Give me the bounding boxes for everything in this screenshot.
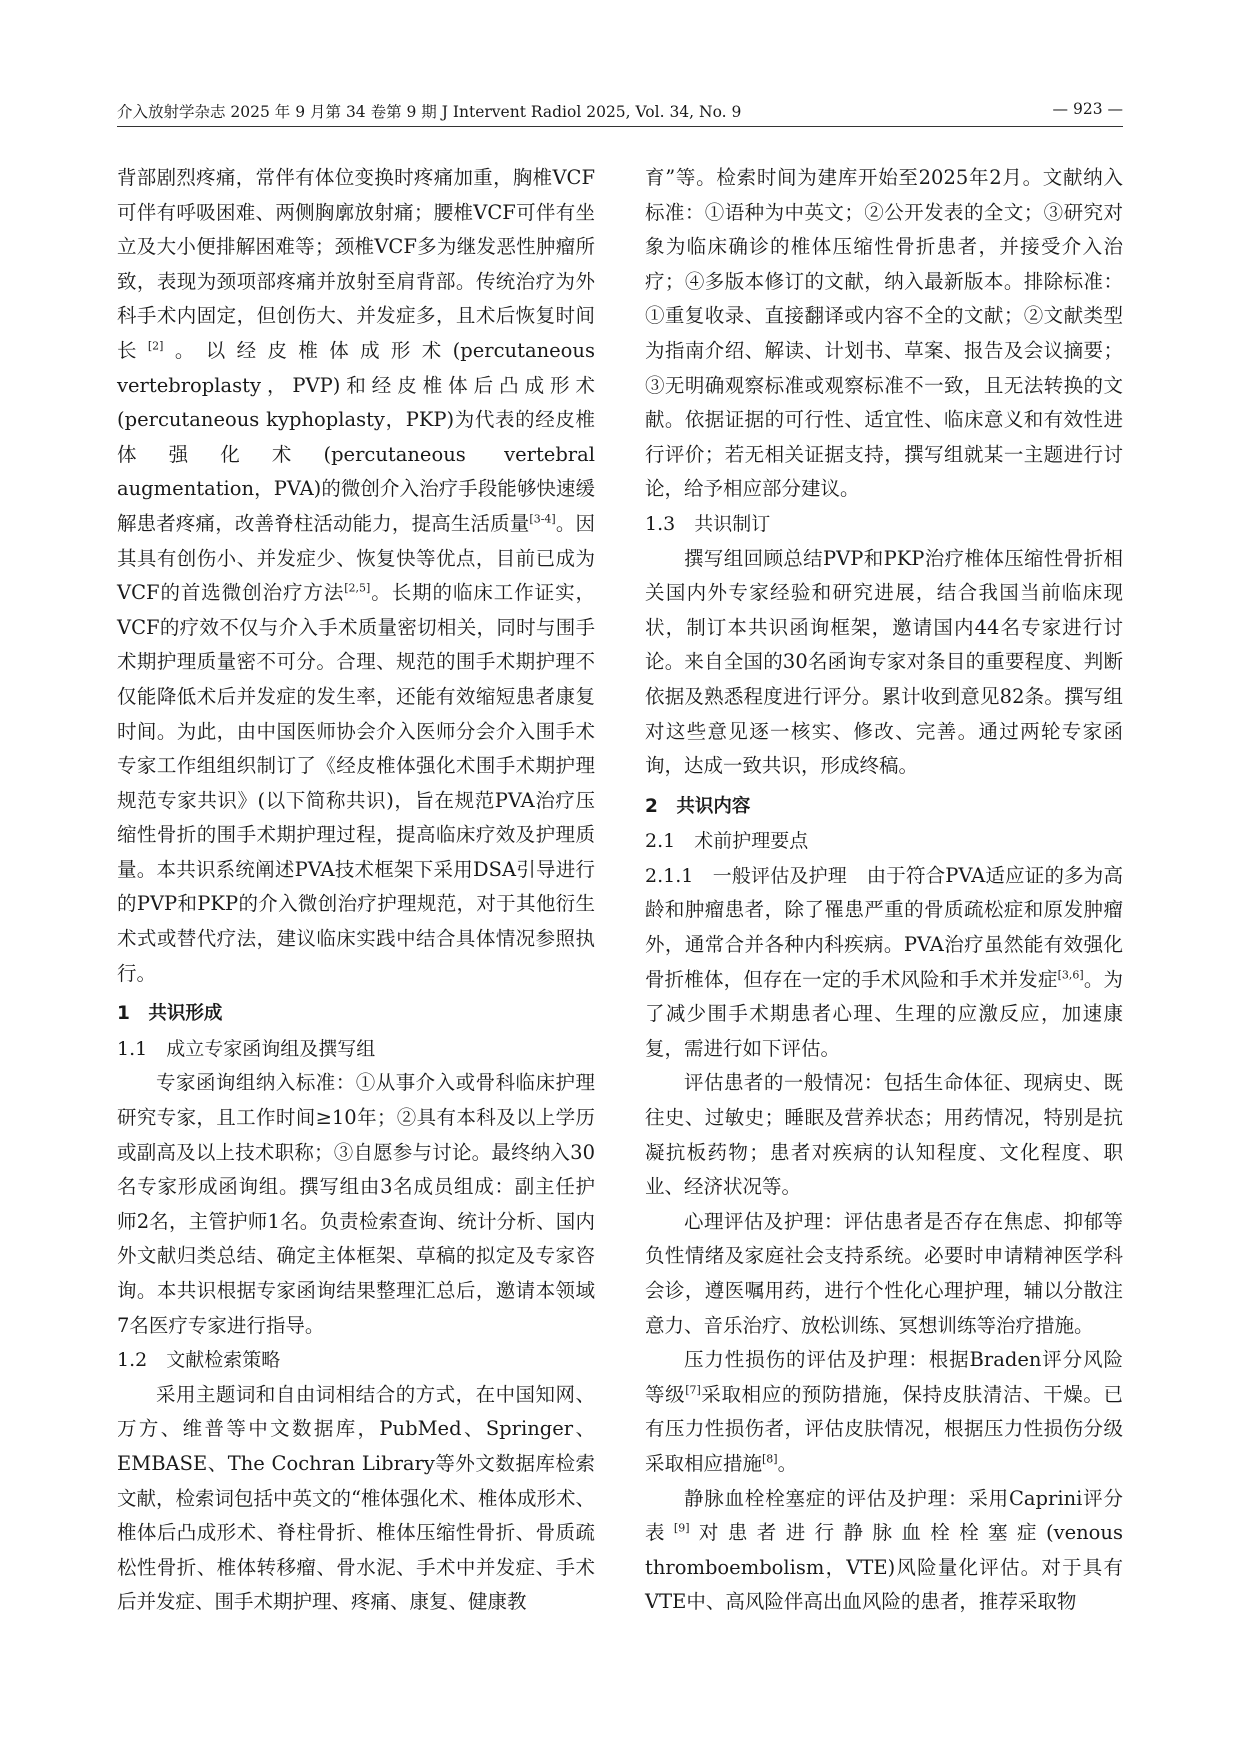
citation[interactable]: [2] [147,339,164,353]
paragraph: 静脉血栓栓塞症的评估及护理：采用Caprini评分表[9]对患者进行静脉血栓栓塞症(venous thromboembolism，VTE)风险量化评估。对于具有VTE中、高风险伴高出血风险的患者，推荐采取物 [645,1486,1123,1614]
citation[interactable]: [9] [673,1521,690,1535]
paragraph: 背部剧烈疼痛，常伴有体位变换时疼痛加重，胸椎VCF可伴有呼吸困难、两侧胸廓放射痛；腰椎VCF可伴有坐立及大小便排解困难等；颈椎VCF多为继发恶性肿瘤所致，表现为颈项部疼痛并放射至肩背部。传统治疗为外科手术内固定，但创伤大、并发症多，且术后恢复时间长[2]。以经皮椎体成形术(percutaneous vertebroplasty，PVP)和经皮椎体后凸成形术(percutaneous kyphoplasty，PKP)为代表的经皮椎体强化术(percutaneous vertebral augmentation，PVA)的微创介入治疗手段能够快速缓解患者疼痛，改善脊柱活动能力，提高生活质量[3-4]。因其具有创伤小、并发症少、恢复快等优点，目前已成为VCF的首选微创治疗方法[2,5]。长期的临床工作证实，VCF的疗效不仅与介入手术质量密切相关，同时与围手术期护理质量密不可分。合理、规范的围手术期护理不仅能降低术后并发症的发生率，还能有效缩短患者康复时间。为此，由中国医师协会介入医师分会介入围手术专家工作组组织制订了《经皮椎体强化术围手术期护理规范专家共识》(以下简称共识)，旨在规范PVA治疗压缩性骨折的围手术期护理过程，提高临床疗效及护理质量。本共识系统阐述PVA技术框架下采用DSA引导进行的PVP和PKP的介入微创治疗护理规范，对于其他衍生术式或替代疗法，建议临床实践中结合具体情况参照执行。 [117,166,595,985]
paragraph: 2.1.1 一般评估及护理 由于符合PVA适应证的多为高龄和肿瘤患者，除了罹患严重的骨质疏松症和原发肿瘤外，通常合并各种内科疾病。PVA治疗虽然能有效强化骨折椎体，但存在一定的手术风险和手术并发症[3,6]。为了减少围手术期患者心理、生理的应激反应，加速康复，需进行如下评估。 [645,863,1123,1060]
page-number: — 923 — [1052,100,1123,118]
paragraph: 育”等。检索时间为建库开始至2025年2月。文献纳入标准：①语种为中英文；②公开发表的全文；③研究对象为临床确诊的椎体压缩性骨折患者，并接受介入治疗；④多版本修订的文献，纳入最新版本。排除标准：①重复收录、直接翻译或内容不全的文献；②文献类型为指南介绍、解读、计划书、草案、报告及会议摘要；③无明确观察标准或观察标准不一致，且无法转换的文献。依据证据的可行性、适宜性、临床意义和有效性进行评价；若无相关证据支持，撰写组就某一主题进行讨论，给予相应部分建议。 [645,166,1123,501]
section-heading-2: 2 共识内容 [645,795,751,817]
paragraph: 采用主题词和自由词相结合的方式，在中国知网、万方、维普等中文数据库，PubMed、Springer、EMBASE、The Cochran Library等外文数据库检索文献，检索词包括中英文的“椎体强化术、椎体成形术、椎体后凸成形术、脊柱骨折、椎体压缩性骨折、骨质疏松性骨折、椎体转移瘤、骨水泥、手术中并发症、手术后并发症、围手术期护理、疼痛、康复、健康教 [117,1382,595,1614]
journal-info: 介入放射学杂志 2025 年 9 月第 34 卷第 9 期 J Intervent Radiol 2025, Vol. 34, No. 9 [117,103,742,121]
paragraph: 评估患者的一般情况：包括生命体征、现病史、既往史、过敏史；睡眠及营养状态；用药情况，特别是抗凝抗板药物；患者对疾病的认知程度、文化程度、职业、经济状况等。 [645,1071,1123,1199]
right-column [645,161,1123,1620]
running-header [117,96,1123,127]
left-column [117,161,595,1620]
citation[interactable]: [3-4] [529,512,556,526]
subsection-heading-1-1: 1.1 成立专家函询组及撰写组 [117,1037,376,1060]
subsection-heading-1-3: 1.3 共识制订 [645,512,771,535]
subsubsection-heading-2-1-1: 2.1.1 一般评估及护理 [645,864,847,887]
paragraph: 压力性损伤的评估及护理：根据Braden评分风险等级[7]采取相应的预防措施，保持皮肤清洁、干燥。已有压力性损伤者，评估皮肤情况，根据压力性损伤分级采取相应措施[8]。 [645,1348,1123,1475]
citation[interactable]: [2,5] [344,581,371,595]
paragraph: 专家函询组纳入标准：①从事介入或骨科临床护理研究专家，且工作时间≥10年；②具有本科及以上学历或副高及以上技术职称；③自愿参与讨论。最终纳入30名专家形成函询组。撰写组由3名成员组成：副主任护师2名，主管护师1名。负责检索查询、统计分析、国内外文献归类总结、确定主体框架、草稿的拟定及专家咨询。本共识根据专家函询结果整理汇总后，邀请本领域7名医疗专家进行指导。 [117,1071,595,1337]
citation[interactable]: [3,6] [1057,967,1084,981]
section-heading-1: 1 共识形成 [117,1003,223,1025]
paragraph: 心理评估及护理：评估患者是否存在焦虑、抑郁等负性情绪及家庭社会支持系统。必要时申请精神医学科会诊，遵医嘱用药，进行个性化心理护理，辅以分散注意力、音乐治疗、放松训练、冥想训练等治疗措施。 [645,1209,1123,1337]
citation[interactable]: [7] [685,1383,701,1397]
paragraph: 撰写组回顾总结PVP和PKP治疗椎体压缩性骨折相关国内外专家经验和研究进展，结合我国当前临床现状，制订本共识函询框架，邀请国内44名专家进行讨论。来自全国的30名函询专家对条目的重要程度、判断依据及熟悉程度进行评分。累计收到意见82条。撰写组对这些意见逐一核实、修改、完善。通过两轮专家函询，达成一致共识，形成终稿。 [645,546,1123,778]
citation[interactable]: [8] [762,1452,778,1466]
subsection-heading-1-2: 1.2 文献检索策略 [117,1349,281,1372]
subsection-heading-2-1: 2.1 术前护理要点 [645,830,809,853]
